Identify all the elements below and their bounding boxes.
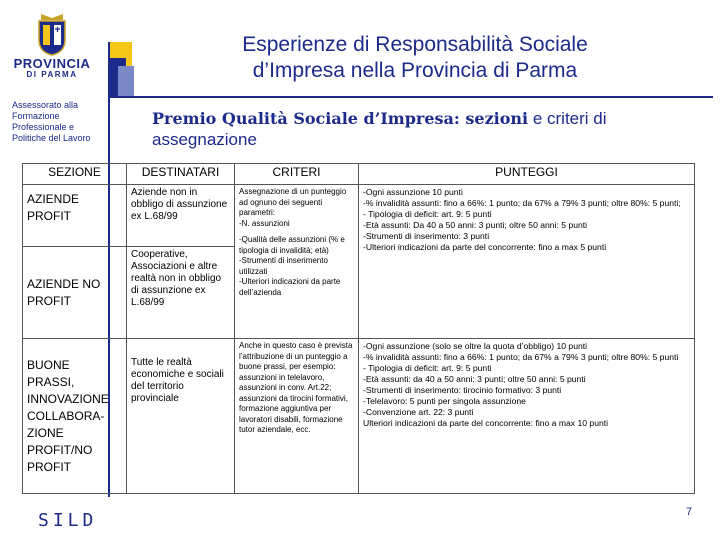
score-line: - Tipologia di deficit: art. 9: 5 punti bbox=[363, 209, 492, 219]
header-punteggi: PUNTEGGI bbox=[359, 164, 695, 185]
scores-cell bbox=[359, 339, 695, 494]
subtitle-rest: e criteri di assegnazione bbox=[152, 109, 607, 149]
sild-logo: SILD bbox=[38, 510, 98, 531]
recipients-cell: Aziende non in obbligo di assunzione ex L.68/99 bbox=[127, 185, 235, 247]
section-line: PROFIT bbox=[27, 459, 71, 474]
criteria-cell: Anche in questo caso è prevista l’attribuzione di un punteggio a buone prassi, per esempio: assunzioni in telelavoro, assunzioni in conv. Art.22; assunzioni da tirocini formativi, formazione aggiuntiva per lavoratori disabili, formazione tutor aziendale, ecc. bbox=[235, 339, 359, 494]
recipients-cell: Cooperative, Associazioni e altre realtà non in obbligo di assunzione ex L.68/99 bbox=[127, 247, 235, 339]
criteria-line: -N. assunzioni bbox=[239, 218, 290, 228]
department-line: Formazione bbox=[12, 111, 60, 121]
section-subtitle bbox=[152, 108, 702, 150]
section-line: PRASSI, bbox=[27, 374, 75, 389]
criteria-line: -Strumenti di inserimento utilizzati bbox=[239, 256, 328, 276]
section-cell bbox=[23, 185, 127, 247]
criteria-line: -Ulteriori indicazioni da parte dell’azienda bbox=[239, 277, 341, 297]
header-criteri: CRITERI bbox=[235, 164, 359, 185]
score-line: -Strumenti di inserimento: tirocinio formativo: 3 punti bbox=[363, 385, 562, 395]
province-logo bbox=[8, 12, 96, 79]
header-rule bbox=[108, 96, 713, 98]
section-line: ZIONE bbox=[27, 425, 64, 440]
decorative-lightblue-block bbox=[118, 66, 134, 96]
criteria-line: -Qualità delle assunzioni (% e tipologia di invalidità; età) bbox=[239, 235, 345, 255]
score-line: -Convenzione art. 22: 3 punti bbox=[363, 407, 474, 417]
page-title bbox=[150, 32, 680, 84]
score-line: -Età assunti: Da 40 a 50 anni: 3 punti; oltre 50 anni: 5 punti bbox=[363, 220, 588, 230]
section-line: BUONE bbox=[27, 357, 70, 372]
section-cell bbox=[23, 247, 127, 339]
coat-of-arms-icon bbox=[35, 12, 69, 56]
department-line: Professionale e bbox=[12, 122, 75, 132]
criteria-table bbox=[22, 163, 695, 494]
province-sub: DI PARMA bbox=[26, 70, 78, 79]
section-line: INNOVAZIONE bbox=[27, 391, 109, 406]
title-line: Esperienze di Responsabilità Sociale bbox=[242, 33, 588, 56]
criteria-cell bbox=[235, 185, 359, 339]
department-label bbox=[12, 100, 104, 144]
recipients-cell: Tutte le realtà economiche e sociali del territorio provinciale bbox=[127, 339, 235, 494]
criteria-line: Assegnazione di un punteggio ad ognuno dei seguenti parametri: bbox=[239, 187, 347, 217]
department-line: Politiche del Lavoro bbox=[12, 133, 91, 143]
section-line: AZIENDE NO bbox=[27, 276, 101, 291]
scores-cell bbox=[359, 185, 695, 339]
section-line: PROFIT bbox=[27, 209, 71, 223]
section-line: COLLABORA- bbox=[27, 408, 105, 423]
score-line: -Ogni assunzione 10 punti bbox=[363, 187, 463, 197]
score-line: -Strumenti di inserimento: 3 punti bbox=[363, 231, 490, 241]
section-cell bbox=[23, 339, 127, 494]
header-sezione: SEZIONE bbox=[23, 164, 127, 185]
subtitle-bold: Premio Qualità Sociale d’Impresa: sezioni bbox=[152, 109, 529, 128]
table-header-row bbox=[23, 164, 695, 185]
section-line: PROFIT bbox=[27, 293, 71, 308]
page-number: 7 bbox=[686, 506, 693, 518]
score-line: -% invalidità assunti: fino a 66%: 1 punto; da 67% a 79% 3 punti; oltre 80%: 5 punti; bbox=[363, 198, 681, 208]
table-row-buone-prassi bbox=[23, 339, 695, 494]
title-line: d’Impresa nella Provincia di Parma bbox=[252, 59, 578, 82]
table-row-profit bbox=[23, 185, 695, 247]
header-destinatari: DESTINATARI bbox=[127, 164, 235, 185]
score-line: -% invalidità assunti: fino a 66%: 1 punto; da 67% a 79% 3 punti; oltre 80%: 5 punti bbox=[363, 352, 679, 362]
section-line: PROFIT/NO bbox=[27, 442, 93, 457]
score-line: -Età assunti: da 40 a 50 anni: 3 punti; oltre 50 anni: 5 punti bbox=[363, 374, 586, 384]
section-line: AZIENDE bbox=[27, 192, 80, 206]
score-line: -Ogni assunzione (solo se oltre la quota d’obbligo) 10 punti bbox=[363, 341, 588, 351]
department-line: Assessorato alla bbox=[12, 100, 79, 110]
province-name: PROVINCIA bbox=[13, 56, 91, 71]
score-line: -Telelavoro: 5 punti per singola assunzione bbox=[363, 396, 526, 406]
score-line: -Ulteriori indicazioni da parte del concorrente: fino a max 5 punti bbox=[363, 242, 607, 252]
score-line: Ulteriori indicazioni da parte del concorrente: fino a max 10 punti bbox=[363, 418, 609, 428]
score-line: - Tipologia di deficit: art. 9: 5 punti bbox=[363, 363, 492, 373]
